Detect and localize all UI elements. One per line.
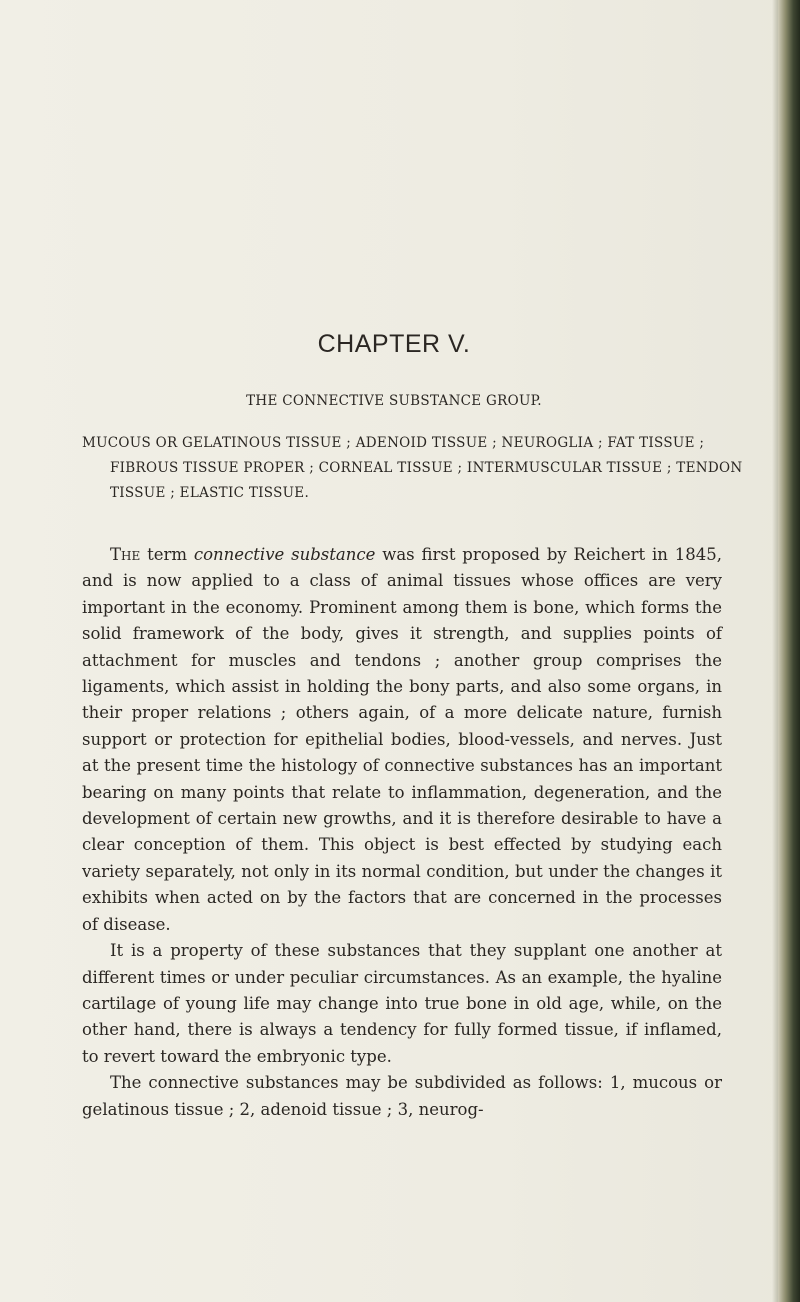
chapter-title: CHAPTER V. xyxy=(317,330,471,358)
paragraph-1-text-a: term xyxy=(140,545,194,564)
paragraph-1-text-b: was first proposed by Reichert in 1845, and is now applied to a class of animal tissues whose offices are very important in the economy. Prominent among them is bone, which forms the solid framework of the body, gives it strength, and supplies points of attachment for muscles and tendons ; another group comprises the ligaments, which assist in holding the bony parts, and also some organs, in their proper relations ; others again, of a more delicate nature, furnish support or protection for epithelial bodies, blood-vessels, and nerves. Just at the present time the histology of connective substances has an important bearing on many points that relate to inflammation, degeneration, and the development of certain new growths, and it is therefore desirable to have a clear conception of them. This object is best effected by studying each variety separately, not only in its normal condition, but under the changes it exhibits when acted on by the factors that are concerned in the processes of disease. xyxy=(82,545,722,934)
paragraph-1 xyxy=(82,542,722,938)
section-title: THE CONNECTIVE SUBSTANCE GROUP. xyxy=(246,393,542,409)
book-spine-edge xyxy=(778,0,800,1302)
emphasized-term: connective substance xyxy=(193,545,376,564)
paragraph-3: The connective substances may be subdivided as follows: 1, mucous or gelatinous tissue ; 2, adenoid tissue ; 3, neurog- xyxy=(82,1073,722,1119)
paragraph-lead: The xyxy=(110,545,141,564)
body-text xyxy=(82,542,722,1123)
chapter-synopsis: MUCOUS OR GELATINOUS TISSUE ; ADENOID TISSUE ; NEUROGLIA ; FAT TISSUE ; FIBROUS TISSUE PROPER ; CORNEAL TISSUE ; INTERMUSCULAR TISSUE ; TENDON TISSUE ; ELASTIC TISSUE. xyxy=(82,435,743,501)
paragraph-2: It is a property of these substances that they supplant one another at different times or under peculiar circumstances. As an example, the hyaline cartilage of young life may change into true bone in old age, while, on the other hand, there is always a tendency for fully formed tissue, if inflamed, to revert toward the embryonic type. xyxy=(82,941,722,1066)
